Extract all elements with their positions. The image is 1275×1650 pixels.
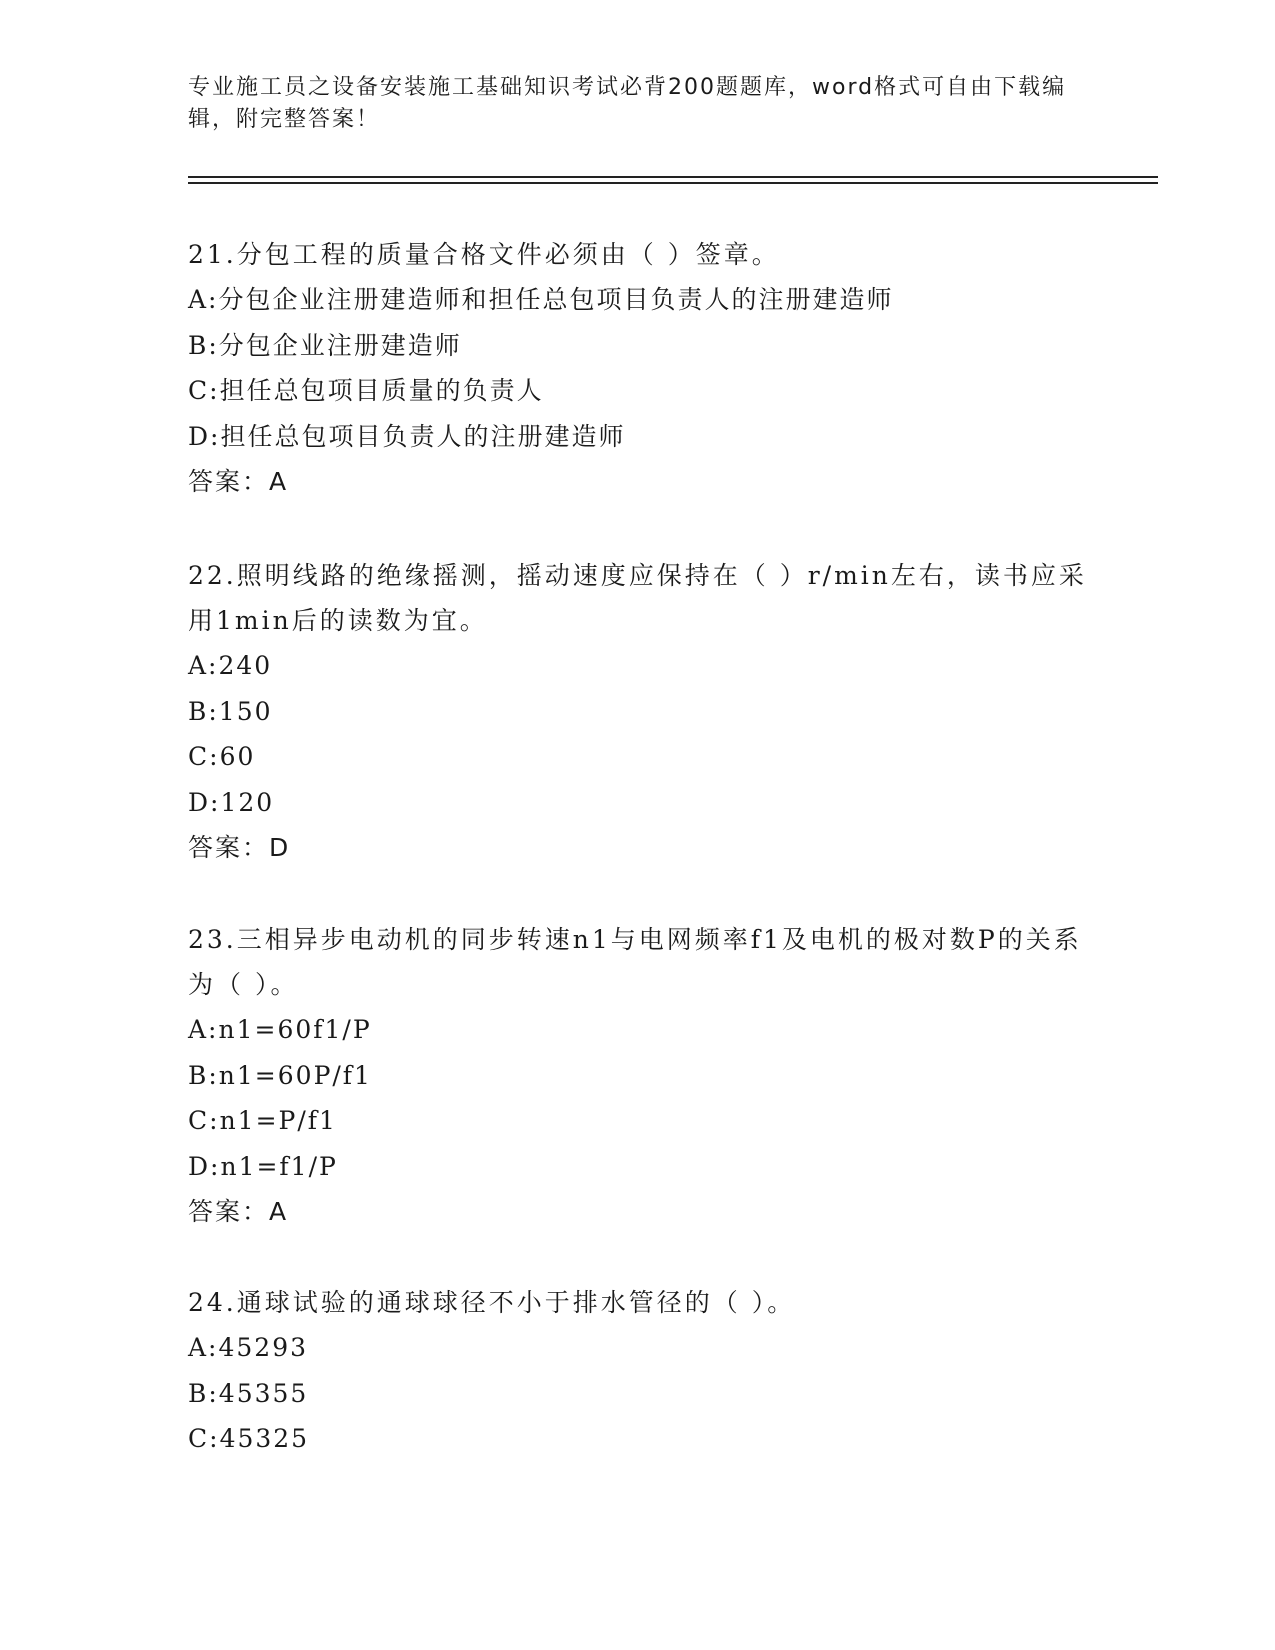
- option-text: n1=f1/P: [220, 1151, 338, 1181]
- option-key: A:: [188, 1015, 219, 1044]
- question-23: [188, 917, 1088, 1235]
- option-a: [188, 1325, 1088, 1371]
- option-text: 60: [219, 742, 256, 771]
- option-a: [188, 643, 1088, 689]
- option-key: B:: [188, 330, 219, 360]
- option-key: C:: [188, 376, 220, 405]
- header-divider-top: [188, 176, 1158, 178]
- option-b: [188, 689, 1088, 735]
- question-21: [188, 232, 1088, 505]
- option-d: [188, 780, 1088, 826]
- answer-label: 答案：A: [188, 1197, 289, 1226]
- question-stem: 23.三相异步电动机的同步转速n1与电网频率f1及电机的极对数P的关系为（ ）。: [188, 925, 1082, 999]
- option-text: 担任总包项目负责人的注册建造师: [220, 421, 626, 451]
- option-b: [188, 1371, 1088, 1417]
- answer-label: 答案：D: [188, 833, 291, 862]
- option-c: [188, 1098, 1088, 1144]
- question-stem: 22.照明线路的绝缘摇测，摇动速度应保持在（ ）r/min左右，读书应采用1min后的读数为宜。: [188, 561, 1087, 635]
- option-key: B:: [188, 1378, 219, 1408]
- option-text: 45293: [218, 1333, 309, 1362]
- option-key: C:: [188, 742, 220, 771]
- option-a: [188, 1007, 1088, 1053]
- option-key: A:: [188, 285, 219, 314]
- header-divider-bottom: [188, 182, 1158, 184]
- option-c: [188, 368, 1088, 414]
- option-key: D:: [188, 421, 221, 451]
- option-text: 分包企业注册建造师: [218, 330, 462, 360]
- option-key: B:: [188, 696, 219, 726]
- option-b: [188, 323, 1088, 369]
- option-d: [188, 414, 1088, 460]
- option-text: 45355: [218, 1378, 309, 1408]
- option-b: [188, 1053, 1088, 1099]
- option-text: 150: [218, 696, 273, 726]
- option-key: C:: [188, 1424, 220, 1453]
- option-text: n1=P/f1: [219, 1106, 337, 1135]
- question-24: [188, 1280, 1088, 1462]
- option-key: A:: [188, 651, 219, 680]
- question-22: [188, 553, 1088, 871]
- option-text: 担任总包项目质量的负责人: [219, 376, 544, 405]
- option-c: [188, 1416, 1088, 1462]
- option-text: 分包企业注册建造师和担任总包项目负责人的注册建造师: [218, 285, 894, 314]
- option-text: 120: [220, 787, 275, 817]
- option-key: D:: [188, 787, 221, 817]
- option-d: [188, 1144, 1088, 1190]
- option-text: n1=60P/f1: [218, 1060, 372, 1090]
- question-stem: 21.分包工程的质量合格文件必须由（ ）签章。: [188, 240, 780, 269]
- question-stem: 24.通球试验的通球球径不小于排水管径的（ ）。: [188, 1288, 796, 1317]
- option-key: B:: [188, 1060, 219, 1090]
- option-text: 240: [218, 651, 273, 680]
- option-text: 45325: [219, 1424, 310, 1453]
- option-key: A:: [188, 1333, 219, 1362]
- answer-label: 答案：A: [188, 467, 289, 496]
- option-key: C:: [188, 1106, 220, 1135]
- document-header: 专业施工员之设备安装施工基础知识考试必背200题题库，word格式可自由下载编辑，附完整答案！: [188, 75, 1067, 132]
- option-a: [188, 277, 1088, 323]
- option-text: n1=60f1/P: [218, 1015, 372, 1044]
- option-c: [188, 734, 1088, 780]
- option-key: D:: [188, 1151, 221, 1181]
